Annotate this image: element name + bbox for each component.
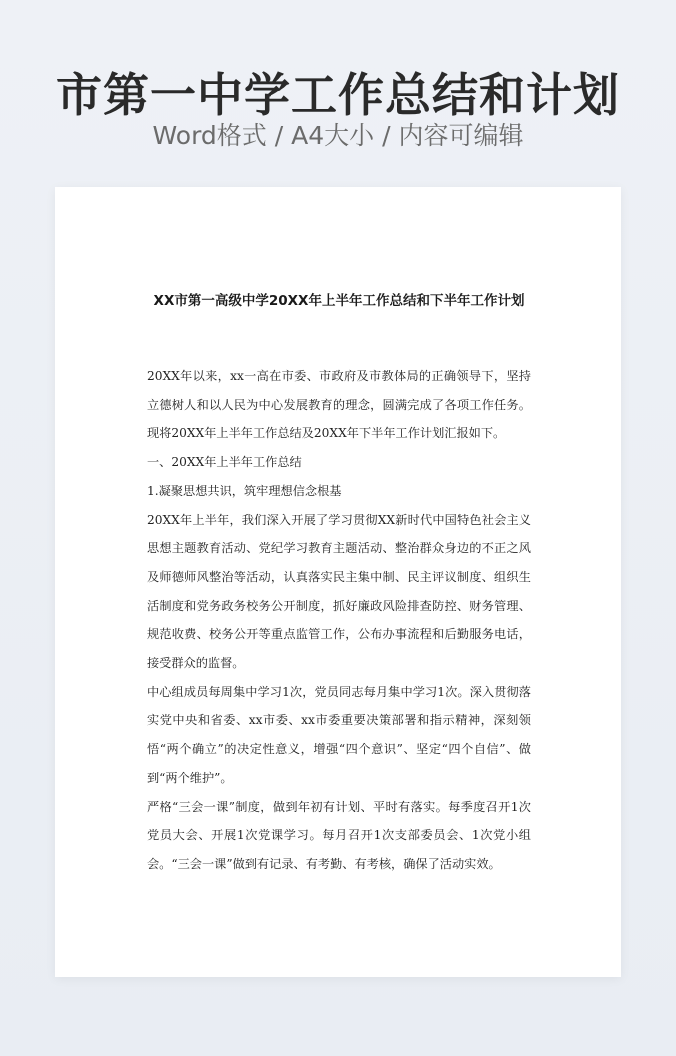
paragraph-meetings: 严格“三会一课”制度，做到年初有计划、平时有落实。每季度召开1次党员大会、开展1次党课学习。每月召开1次支部委员会、1次党小组会。“三会一课”做到有记录、有考勤、有考核，确保了活动实效。 [147,799,531,871]
banner-title: 市第一中学工作总结和计划 [56,68,620,122]
paragraph-study: 中心组成员每周集中学习1次，党员同志每月集中学习1次。深入贯彻落实党中央和省委、xx市委、xx市委重要决策部署和指示精神，深刻领悟“两个确立”的决定性意义，增强“四个意识”、坚定“四个自信”、做到“两个维护”。 [147,684,531,785]
banner-subtitle: Word格式 / A4大小 / 内容可编辑 [152,121,524,150]
document-page [55,187,621,977]
document-body [147,362,531,879]
document-title: XX市第一高级中学20XX年上半年工作总结和下半年工作计划 [153,293,525,309]
section-heading: 一、20XX年上半年工作总结 [147,455,302,470]
paragraph-activities: 20XX年上半年，我们深入开展了学习贯彻XX新时代中国特色社会主义思想主题教育活动、党纪学习教育主题活动、整治群众身边的不正之风及师德师风整治等活动，认真落实民主集中制、民主评议制度、组织生活制度和党务政务校务公开制度，抓好廉政风险排查防控、财务管理、规范收费、校务公开等重点监管工作，公布办事流程和后勤服务电话，接受群众的监督。 [147,512,531,671]
subsection-heading: 1.凝聚思想共识，筑牢理想信念根基 [147,483,342,498]
paragraph-intro: 20XX年以来，xx一高在市委、市政府及市教体局的正确领导下，坚持立德树人和以人民为中心发展教育的理念，圆满完成了各项工作任务。现将20XX年上半年工作总结及20XX年下半年工作计划汇报如下。 [147,369,531,441]
